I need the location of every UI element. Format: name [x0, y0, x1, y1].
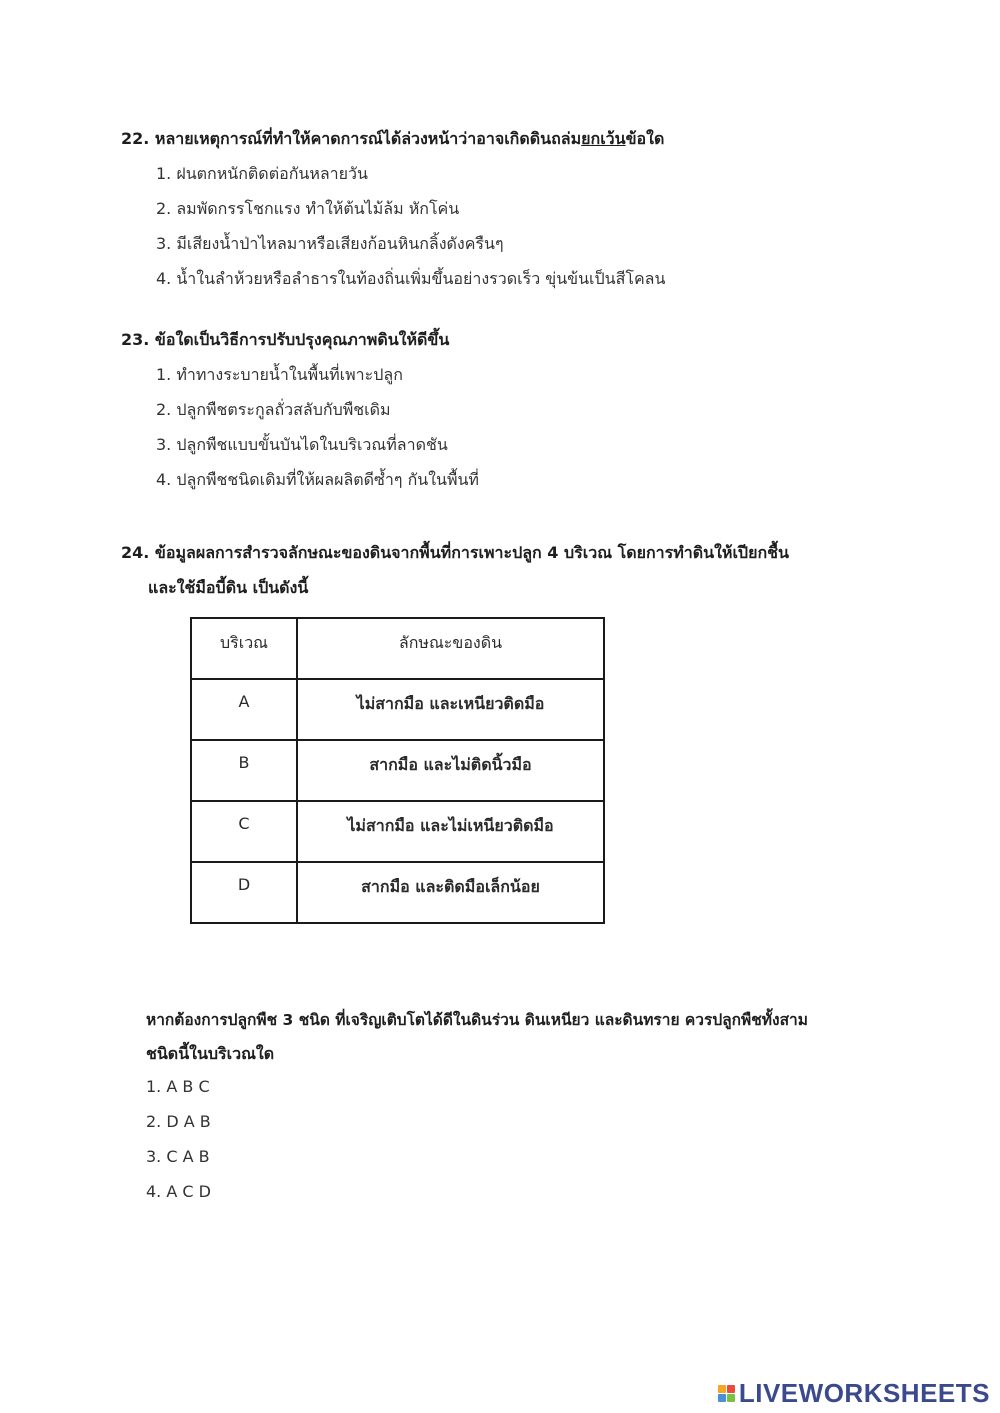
table-row: [191, 862, 604, 923]
q24-option-2[interactable]: 2. D A B: [146, 1112, 211, 1131]
q22-title: [121, 127, 664, 152]
logo-square: [718, 1394, 726, 1402]
q23-title: 23. ข้อใดเป็นวิธีการปรับปรุงคุณภาพดินให้ดีขึ้น: [121, 330, 450, 349]
soil-table-header-row: [191, 618, 604, 679]
q24-question-line1: หากต้องการปลูกพืช 3 ชนิด ที่เจริญเติบโตได้ดีในดินร่วน ดินเหนียว และดินทราย ควรปลูกพืชทั้งสาม: [146, 1011, 808, 1029]
soil-area-cell: B: [191, 740, 297, 801]
q22-title-pre: 22. หลายเหตุการณ์ที่ทำให้คาดการณ์ได้ล่วงหน้าว่าอาจเกิดดินถล่ม: [121, 129, 582, 148]
soil-table-header-area: บริเวณ: [191, 618, 297, 679]
soil-area-cell: C: [191, 801, 297, 862]
table-row: [191, 740, 604, 801]
q24-title-line2: และใช้มือบี้ดิน เป็นดังนี้: [148, 578, 309, 597]
q23-option-4[interactable]: 4. ปลูกพืชชนิดเดิมที่ให้ผลผลิตดีซ้ำๆ กันในพื้นที่: [156, 470, 479, 489]
q22-option-4[interactable]: 4. น้ำในลำห้วยหรือลำธารในท้องถิ่นเพิ่มขึ้นอย่างรวดเร็ว ขุ่นข้นเป็นสีโคลน: [156, 269, 666, 288]
q23-option-3[interactable]: 3. ปลูกพืชแบบขั้นบันไดในบริเวณที่ลาดชัน: [156, 435, 448, 454]
q24-option-3[interactable]: 3. C A B: [146, 1147, 210, 1166]
q22-option-1[interactable]: 1. ฝนตกหนักติดต่อกันหลายวัน: [156, 164, 368, 183]
soil-characteristic-cell: สากมือ และติดมือเล็กน้อย: [297, 862, 604, 923]
liveworksheets-logo-icon: [718, 1385, 735, 1402]
soil-characteristic-cell: สากมือ และไม่ติดนิ้วมือ: [297, 740, 604, 801]
q22-title-post: ข้อใด: [625, 129, 665, 148]
logo-square: [718, 1385, 726, 1393]
soil-area-cell: A: [191, 679, 297, 740]
table-row: [191, 801, 604, 862]
soil-characteristic-cell: ไม่สากมือ และเหนียวติดมือ: [297, 679, 604, 740]
q22-option-2[interactable]: 2. ลมพัดกรรโชกแรง ทำให้ต้นไม้ล้ม หักโค่น: [156, 199, 460, 218]
q24-title-line1: 24. ข้อมูลผลการสำรวจลักษณะของดินจากพื้นที่การเพาะปลูก 4 บริเวณ โดยการทำดินให้เปียกชื้น: [121, 543, 789, 562]
q23-option-1[interactable]: 1. ทำทางระบายน้ำในพื้นที่เพาะปลูก: [156, 365, 403, 384]
q22-option-3[interactable]: 3. มีเสียงน้ำป่าไหลมาหรือเสียงก้อนหินกลิ้งดังครืนๆ: [156, 234, 504, 253]
q24-option-4[interactable]: 4. A C D: [146, 1182, 211, 1201]
q24-question-line2: ชนิดนี้ในบริเวณใด: [146, 1044, 275, 1063]
q24-option-1[interactable]: 1. A B C: [146, 1077, 210, 1096]
logo-square: [727, 1385, 735, 1393]
soil-characteristic-cell: ไม่สากมือ และไม่เหนียวติดมือ: [297, 801, 604, 862]
q23-option-2[interactable]: 2. ปลูกพืชตระกูลถั่วสลับกับพืชเดิม: [156, 400, 391, 419]
q22-title-underlined: ยกเว้น: [581, 129, 626, 148]
table-row: [191, 679, 604, 740]
liveworksheets-logo-text: LIVEWORKSHEETS: [738, 1378, 990, 1408]
soil-area-cell: D: [191, 862, 297, 923]
soil-table-header-characteristics: ลักษณะของดิน: [297, 618, 604, 679]
logo-square: [727, 1394, 735, 1402]
liveworksheets-logo[interactable]: [718, 1378, 990, 1409]
soil-table: [190, 617, 605, 924]
